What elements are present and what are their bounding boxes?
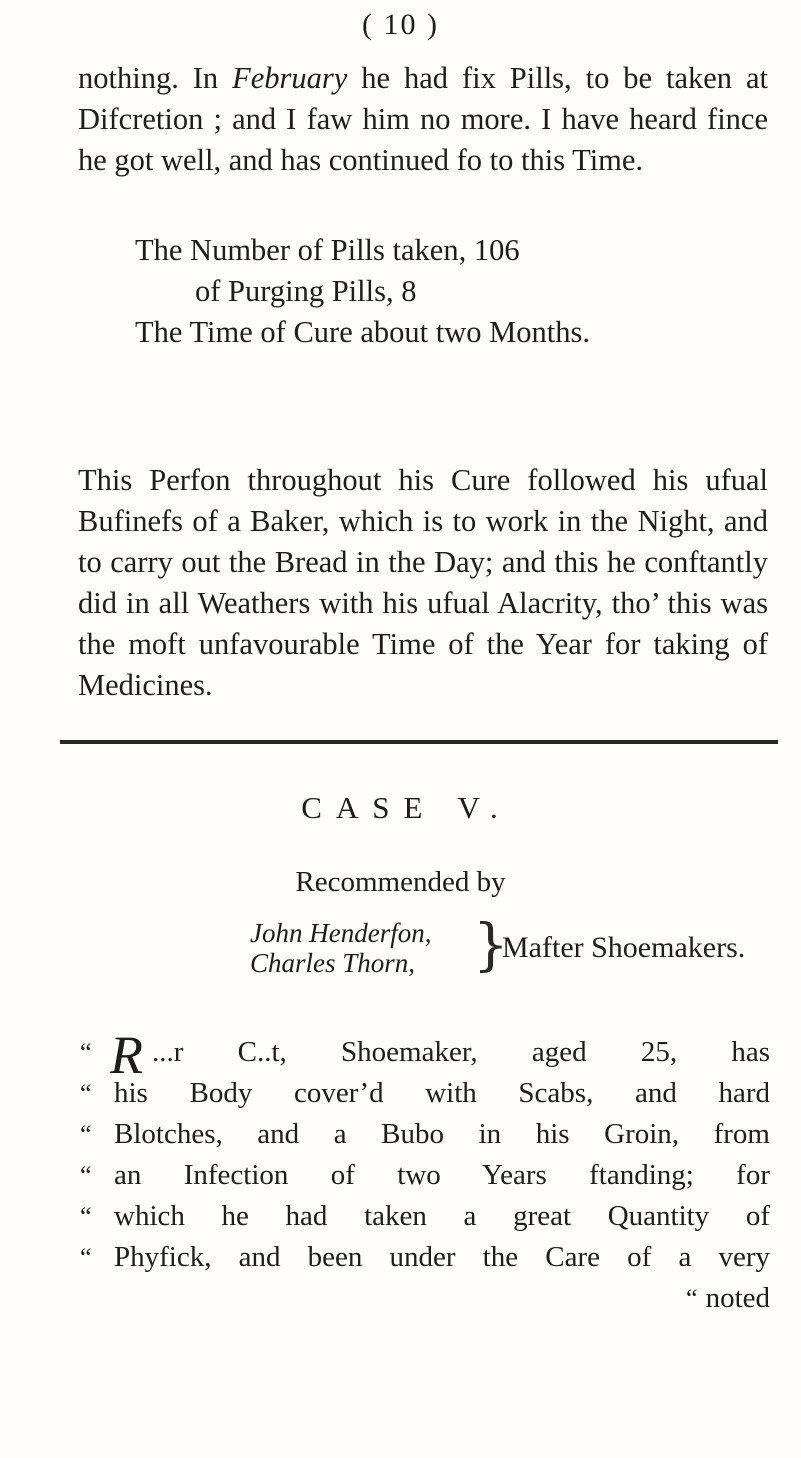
quote-mark: “ bbox=[80, 1202, 92, 1231]
tally-number-of-pills: The Number of Pills taken, 106 bbox=[135, 233, 520, 267]
tally-purging-pills: of Purging Pills, 8 bbox=[195, 274, 417, 308]
testimony-line bbox=[80, 1114, 770, 1155]
quote-mark: “ bbox=[80, 1120, 92, 1149]
section-divider bbox=[60, 740, 778, 744]
testimony-text: Blotches, and a Bubo in his Groin, from bbox=[114, 1118, 770, 1150]
quote-mark: “ bbox=[686, 1284, 698, 1313]
recommended-by: Recommended by bbox=[295, 866, 506, 898]
testimony-line bbox=[80, 1155, 770, 1196]
page-number: ( 10 ) bbox=[362, 8, 439, 41]
testimony-text: an Infection of two Years ftanding; for bbox=[114, 1159, 770, 1191]
case-heading: CASE V. bbox=[301, 790, 512, 825]
testimony-line bbox=[80, 1025, 770, 1085]
quote-mark: “ bbox=[80, 1038, 92, 1067]
paragraph-continuation bbox=[78, 58, 768, 181]
signer-name: Charles Thorn, bbox=[250, 948, 416, 978]
month-italic: February bbox=[232, 61, 348, 95]
catchword: noted bbox=[705, 1282, 770, 1314]
signers bbox=[250, 918, 431, 978]
paragraph-text bbox=[78, 58, 768, 181]
testimony-text: ...r C..t, Shoemaker, aged 25, has bbox=[152, 1036, 770, 1068]
quote-mark: “ bbox=[80, 1161, 92, 1190]
text-run: nothing. In bbox=[78, 61, 233, 95]
quote-mark: “ bbox=[80, 1243, 92, 1272]
pill-tally bbox=[135, 230, 590, 353]
text-run: he had fix Pills, to be taken at Difcretion ; and I faw him no more. I have heard fince he got well, and has continued fo to this Time. bbox=[78, 61, 769, 177]
catchword-line bbox=[80, 1278, 770, 1319]
signer-role: Mafter Shoemakers. bbox=[502, 931, 746, 964]
drop-cap: R bbox=[110, 1025, 143, 1085]
paragraph-baker bbox=[78, 460, 768, 706]
tally-time-of-cure: The Time of Cure about two Months. bbox=[135, 315, 590, 349]
testimony-text: which he had taken a great Quantity of bbox=[114, 1200, 770, 1232]
testimony-line bbox=[80, 1073, 770, 1114]
testimony-text: Phyfick, and been under the Care of a very bbox=[114, 1241, 770, 1273]
case-testimony bbox=[80, 1025, 770, 1319]
signer-name: John Henderfon, bbox=[250, 918, 432, 948]
testimony-text: his Body cover’d with Scabs, and hard bbox=[114, 1077, 770, 1109]
testimony-line bbox=[80, 1196, 770, 1237]
quote-mark: “ bbox=[80, 1079, 92, 1108]
testimony-line bbox=[80, 1237, 770, 1278]
paragraph-text: This Perfon throughout his Cure followed his ufual Bufinefs of a Baker, which is to work in the Night, and to carry out the Bread in the Day; and this he conftantly did in all Weathers with his ufual Alacrity, tho’ this was the moft unfavourable Time of the Year for taking of Medicines. bbox=[78, 463, 768, 702]
right-brace-icon: } bbox=[473, 913, 509, 978]
